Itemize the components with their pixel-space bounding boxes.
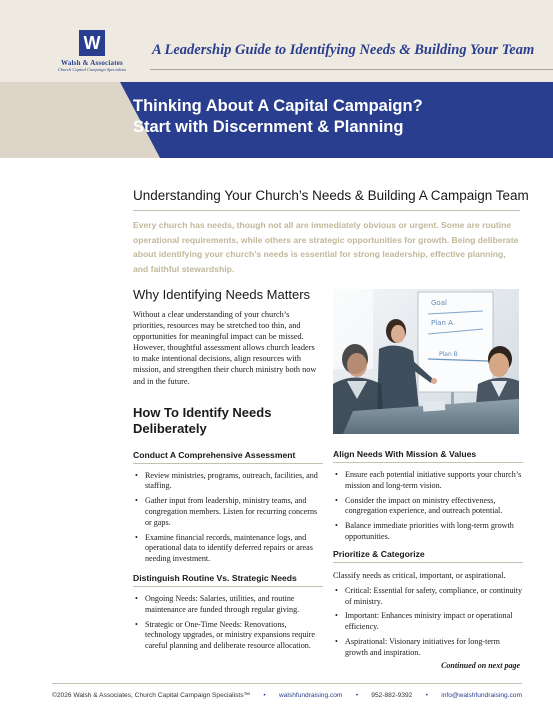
- assessment-list: [133, 471, 323, 565]
- prioritize-list: [333, 586, 523, 659]
- list-item: • Consider the impact on ministry effectiveness, congregation experience, and outreach potential.: [333, 496, 523, 518]
- continued-note: Continued on next page: [441, 661, 520, 670]
- assessment-heading: Conduct A Comprehensive Assessment: [133, 449, 296, 460]
- whiteboard-text-2: Plan A: [431, 319, 453, 327]
- left-column: [133, 287, 323, 656]
- list-item: • Aspirational: Visionary initiatives for long-term growth and inspiration.: [333, 637, 523, 659]
- footer-separator: •: [263, 692, 266, 699]
- align-section: [333, 449, 523, 543]
- prioritize-section: [333, 549, 523, 659]
- footer: [52, 692, 522, 699]
- footer-phone: 952-882-9392: [371, 692, 413, 699]
- list-item: • Important: Enhances ministry impact or operational efficiency.: [333, 611, 523, 633]
- how-heading: How To Identify Needs Deliberately: [133, 404, 272, 436]
- meeting-photo: [333, 289, 519, 434]
- page-title: [133, 96, 423, 138]
- align-divider: [333, 462, 523, 463]
- footer-divider: [52, 683, 522, 684]
- logo: [47, 30, 137, 72]
- page-title-line-2: Start with Discernment & Planning: [133, 118, 404, 136]
- header-tagline: A Leadership Guide to Identifying Needs & Building Your Team: [152, 42, 535, 58]
- logo-name: Walsh & Associates: [61, 59, 123, 67]
- routine-divider: [133, 586, 323, 587]
- list-item: • Examine financial records, maintenance logs, and operational data to identify deferred repairs or areas needing investment.: [133, 533, 323, 565]
- list-item: • Critical: Essential for safety, compliance, or continuity of ministry.: [333, 586, 523, 608]
- footer-email-link[interactable]: info@walshfundraising.com: [441, 692, 522, 699]
- prioritize-heading: Prioritize & Categorize: [333, 548, 425, 559]
- routine-list: [133, 594, 323, 652]
- logo-mark-icon: [79, 30, 105, 56]
- page-title-line-1: Thinking About A Capital Campaign?: [133, 97, 423, 115]
- footer-separator: •: [425, 692, 428, 699]
- prioritize-intro: Classify needs as critical, important, or aspirational.: [333, 570, 506, 580]
- list-item: • Ongoing Needs: Salaries, utilities, and routine maintenance are funded through regular giving.: [133, 594, 323, 616]
- footer-copyright: ©2026 Walsh & Associates, Church Capital Campaign Specialists™: [52, 692, 251, 699]
- why-heading: Why Identifying Needs Matters: [133, 287, 311, 302]
- meeting-photo-image: [333, 289, 519, 434]
- list-item: • Gather input from leadership, ministry teams, and congregation members. Listen for recurring concerns or gaps.: [133, 496, 323, 528]
- routine-section: [133, 573, 323, 652]
- assessment-section: [133, 450, 323, 565]
- footer-website-link[interactable]: walshfundraising.com: [279, 692, 343, 699]
- list-item: • Strategic or One-Time Needs: Renovations, technology upgrades, or ministry expansions require careful planning and deliberate resource allocation.: [133, 620, 323, 652]
- whiteboard-text-3: Plan B: [439, 351, 458, 358]
- why-body: Without a clear understanding of your church’s priorities, resources may be stretched too thin, and opportunities for meaningful impact can be missed. However, thoughtful assessment allows church leaders to make intentional decisions, align resources with mission, and strengthen their church ministry both now and in the future.: [133, 310, 317, 386]
- intro-paragraph: Every church has needs, though not all are immediately obvious or urgent. Some are routine operational requirements, while others are strategic opportunities for growth. Being deliberate about identifying your church’s needs is essential for strong leadership, effective planning, and faithful stewardship.: [133, 220, 519, 274]
- prioritize-divider: [333, 562, 523, 563]
- align-heading: Align Needs With Mission & Values: [333, 449, 477, 459]
- right-column: [333, 449, 523, 663]
- list-item: • Balance immediate priorities with long-term growth opportunities.: [333, 521, 523, 543]
- assessment-divider: [133, 463, 323, 464]
- logo-letter: W: [83, 33, 101, 53]
- section-divider: [133, 210, 520, 211]
- list-item: • Review ministries, programs, outreach, facilities, and staffing.: [133, 471, 323, 493]
- list-item: • Ensure each potential initiative supports your church’s mission and long-term vision.: [333, 470, 523, 492]
- routine-heading: Distinguish Routine Vs. Strategic Needs: [133, 573, 297, 584]
- footer-separator: •: [355, 692, 358, 699]
- section-subtitle: Understanding Your Church’s Needs & Building A Campaign Team: [133, 188, 529, 203]
- logo-tagline: Church Capital Campaign Specialists: [57, 67, 127, 72]
- header-divider: [150, 69, 553, 70]
- align-list: [333, 470, 523, 543]
- whiteboard-text-1: Goal: [431, 299, 447, 307]
